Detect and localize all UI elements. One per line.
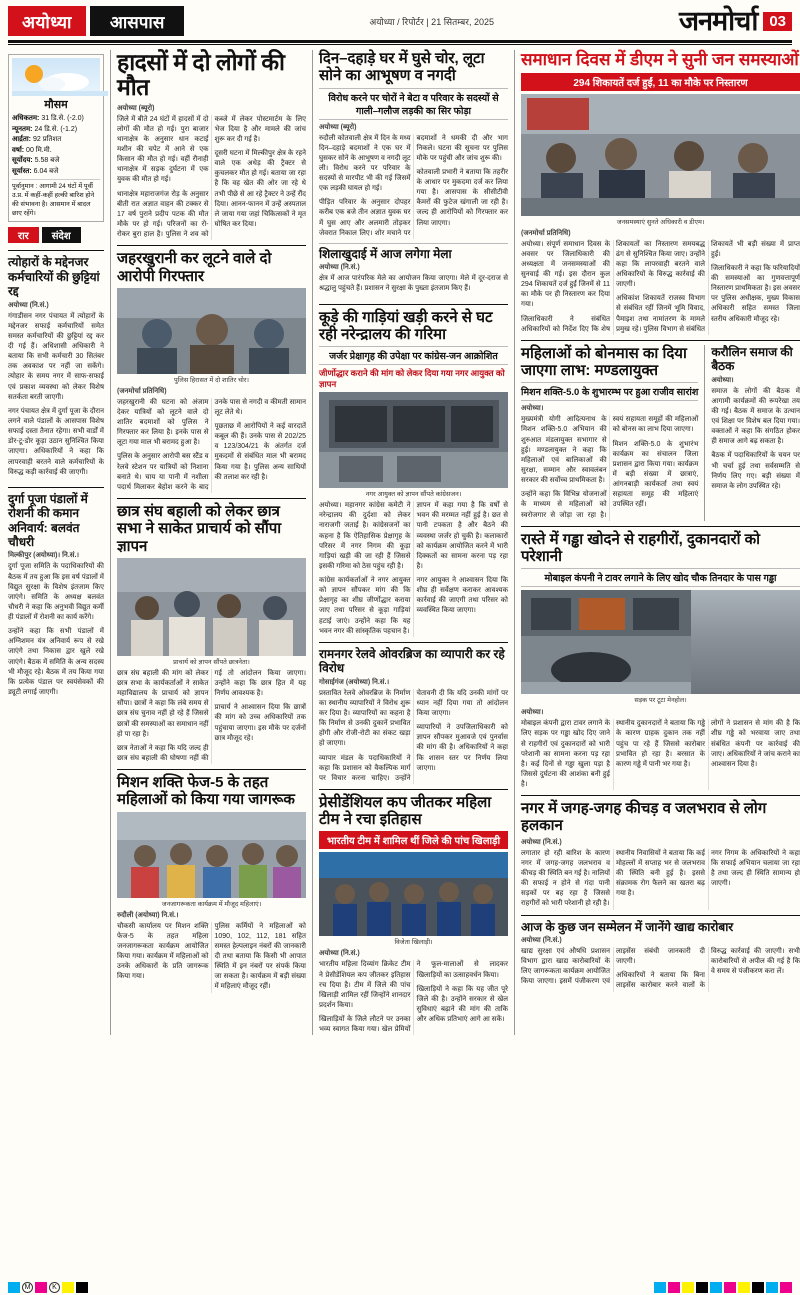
color-swatch-yellow (682, 1282, 694, 1293)
masthead (8, 6, 792, 36)
weather-row (12, 114, 100, 125)
divider (521, 795, 800, 796)
lead-headline: हादसों में दो लोगों की मौत (117, 49, 285, 101)
divider (521, 915, 800, 916)
photo-caption: पुलिस हिरासत में दो शातिर चोर। (174, 376, 249, 384)
divider (319, 789, 508, 790)
weather-row (12, 146, 100, 157)
article-byline: मिल्कीपुर (अयोध्या)। नि.सं.। (8, 552, 80, 560)
article-paragraph: अधिकांश शिकायतें राजस्व विभाग से संबंधित रहीं जिनमें भूमि विवाद, पैमाइश तथा नामांतरण के मामले प्रमुख रहे। पुलिस विभाग से संबंधित शिकायतें भी बड़ी संख्या में प्राप्त हुईं। (616, 240, 800, 333)
registration-mark-m: M (22, 1282, 33, 1293)
article-byline: अयोध्या (नि.सं.) (319, 264, 360, 272)
article-paragraph: नगर निगम के अधिकारियों ने कहा कि सफाई अभियान चलाया जा रहा है तथा जल्द ही स्थिति सामान्य हो जाएगी। (711, 849, 800, 888)
article-paragraph: क्षेत्र में आज पारंपरिक मेले का आयोजन किया जाएगा। मेले में दूर-दराज से श्रद्धालु पहुंचते हैं। प्रशासन ने सुरक्षा के पुख्ता इंतजाम किए हैं। (319, 275, 508, 293)
edition-badge-ayodhya: अयोध्या (8, 6, 86, 36)
tag-sandesh: संदेश (42, 227, 81, 243)
photo-dm-hearing-grievances (521, 94, 800, 216)
article-kicker: जीर्णोद्धार कराने की मांग को लेकर दिया गया नगर आयुक्त को ज्ञापन (319, 368, 505, 390)
article-paragraph: चौकसी कार्यालय पर मिशन शक्ति फेज-5 के तहत महिला जनजागरूकता कार्यक्रम आयोजित किया गया। कार्यक्रम में महिलाओं को उनके अधिकारों के प्रति जागरूक किया गया। (117, 922, 209, 981)
photo-caption: जनजागरूकता कार्यक्रम में मौजूद महिलाएं। (161, 900, 262, 908)
article-paragraph: जिलाधिकारी ने कहा कि फरियादियों की समस्याओं का गुणवत्तापूर्ण निस्तारण प्राथमिकता है। इस अवसर पर पुलिस अधीक्षक, मुख्य विकास अधिकारी सहित समस्त जिला स्तरीय अधिकारी मौजूद रहे। (711, 264, 800, 323)
weather-value: 6.04 बजे (33, 167, 59, 175)
weather-label: न्यूनतम: (12, 125, 33, 133)
photo-caption: प्राचार्य को ज्ञापन सौंपते छात्रनेता। (173, 658, 250, 666)
article-byline: अयोध्या। (521, 405, 544, 413)
divider (117, 498, 306, 499)
article-byline: (जनमोर्चा प्रतिनिधि) (521, 229, 571, 237)
article-daylight-robbery (319, 50, 508, 299)
column-4-split (521, 345, 800, 521)
weather-row (12, 167, 100, 178)
article-paragraph: बैठक में पदाधिकारियों के चयन पर भी चर्चा हुई तथा सर्वसम्मति से निर्णय लिए गए। बड़ी संख्या में समाज के लोग उपस्थित रहे। (711, 452, 800, 490)
photo-caption: विजेता खिलाड़ी। (394, 939, 433, 947)
article-headline: रामनगर रेलवे ओवरब्रिज का व्यापारी कर रहे विरोध (319, 646, 505, 676)
article-durga-puja-lighting (8, 492, 104, 702)
sun-cloud-icon (12, 58, 108, 96)
article-headline: छात्र संघ बहाली को लेकर छात्र सभा ने साकेत प्राचार्य को सौंपा ज्ञापन (117, 503, 282, 555)
photo-illustration (319, 852, 508, 936)
photo-illustration (117, 812, 306, 898)
article-headline: रास्ते में गड्ढा खोदने से राहगीरों, दुकानदारों को परेशानी (521, 530, 761, 565)
divider (319, 642, 508, 643)
article-body (521, 849, 800, 910)
article-body (521, 415, 698, 520)
article-paragraph: पुलिस के अनुसार आरोपी बस स्टैंड व रेलवे स्टेशन पर यात्रियों को निशाना बनाते थे। चाय या पानी में नशीला पदार्थ मिलाकर बेहोश करने के बाद उनके पास से नगदी व कीमती सामान लूट लेते थे। (117, 398, 306, 491)
photo-caption: सड़क पर टूटा मेनहोल। (634, 697, 687, 705)
article-byline: अयोध्या (नि.सं.) (521, 936, 562, 944)
column-4-left (521, 345, 698, 521)
article-student-union (117, 503, 306, 764)
article-subhead: 294 शिकायतें दर्ज हुईं, 11 का मौके पर निस्तारण (521, 73, 800, 91)
color-swatch-cyan (710, 1282, 722, 1293)
article-paragraph: पुलिस कर्मियों ने महिलाओं को 1090, 102, 112, 181 सहित समस्त हेल्पलाइन नंबरों की जानकारी दी तथा बताया कि किसी भी आपात स्थिति में इन नंबरों पर संपर्क किया जा सकता है। कार्यक्रम में बड़ी संख्या में महिलाएं मौजूद रहीं। (214, 922, 306, 991)
registration-mark-k: K (49, 1282, 60, 1293)
article-headline: महिलाओं को बोनमास का दिया जाएगा लाभ: मण्डलायुक्त (521, 344, 687, 380)
article-mission-shakti-bonus (521, 345, 698, 521)
weather-label: वर्षा: (12, 146, 25, 154)
article-paragraph: कांग्रेस कार्यकर्ताओं ने नगर आयुक्त को ज्ञापन सौंपकर मांग की कि प्रेक्षागृह का शीघ्र जीर्णोद्धार कराया जाए तथा परिसर से कूड़ा गाड़ियां हटाई जाएं। उन्होंने कहा कि यह भवन नगर की सांस्कृतिक पहचान है। (319, 577, 411, 635)
article-paragraph: थानाक्षेत्र महाराजगंज रोड़ के अनुसार बीती रात अज्ञात वाहन की टक्कर से 17 वर्ष पुराने प्रदीप पटक की मौत मौके पर हो गई। परिजनों का रो-रोकर बुरा हाल है। पुलिस ने शव को कब्जे में लेकर पोस्टमार्टम के लिए भेज दिया है और मामले की जांच शुरू कर दी गई है। (117, 115, 306, 239)
article-samadhan-diwas (521, 50, 800, 335)
divider (117, 245, 306, 246)
article-headline: जहरखुरानी कर लूटने वाले दो आरोपी गिरफ्तार (117, 250, 272, 285)
column-2 (110, 50, 306, 1035)
column-1 (8, 50, 104, 1035)
photo-police-press-conference (117, 288, 306, 374)
article-paragraph: छात्र संघ बहाली की मांग को लेकर छात्र सभा के कार्यकर्ताओं ने साकेत महाविद्यालय के प्राचार्य को ज्ञापन सौंपा। छात्रों ने कहा कि लंबे समय से छात्र संघ चुनाव नहीं हो रहे हैं जिससे छात्रों की समस्याओं का समाधान नहीं हो पा रहा है। (117, 669, 209, 738)
article-paragraph: प्रस्तावित रेलवे ओवरब्रिज के निर्माण का स्थानीय व्यापारियों ने विरोध शुरू कर दिया है। व्यापारियों का कहना है कि निर्माण से उनकी दुकानें प्रभावित होंगी और रोजी-रोटी का संकट खड़ा हो जाएगा। (319, 689, 411, 748)
article-mission-shakti-awareness (117, 774, 306, 992)
article-body (117, 398, 306, 493)
weather-value: 5.58 बजे (34, 157, 60, 164)
weather-row (12, 156, 100, 167)
article-paragraph: पीड़ित परिवार के अनुसार दोपहर करीब एक बजे तीन अज्ञात युवक घर में घुस आए और अलमारी तोड़कर जेवरात निकाल लिए। शोर मचाने पर बदमाशों ने धमकी दी और भाग निकले। घटना की सूचना पर पुलिस मौके पर पहुंची और जांच शुरू की। (319, 134, 508, 237)
print-registration-bar (8, 1281, 792, 1293)
article-headline: प्रेसीडेंशियल कप जीतकर महिला टीम ने रचा इतिहास (319, 793, 492, 829)
article-paragraph: कोतवाली प्रभारी ने बताया कि तहरीर के आधार पर मुकदमा दर्ज कर लिया गया है। आसपास के सीसीटीवी कैमरों की फुटेज खंगाली जा रही है। जल्द ही आरोपियों को गिरफ्तार कर लिया जाएगा। (416, 168, 508, 227)
weather-title: मौसम (44, 99, 68, 111)
article-headline: शिलाखुदाई में आज लगेगा मेला (319, 246, 452, 261)
article-paragraph: स्थानीय दुकानदारों ने बताया कि गड्ढे के कारण ग्राहक दुकान तक नहीं पहुंच पा रहे हैं जिससे कारोबार प्रभावित हो रहा है। बरसात के कारण गड्ढे में पानी भर गया है। (616, 720, 705, 768)
masthead-badges (8, 6, 184, 36)
weather-row (12, 135, 100, 146)
article-paragraph: दूसरी घटना में मिल्कीपुर क्षेत्र के रहने वाले एक अधेड़ की ट्रैक्टर से कुचलकर मौत हो गई। बताया जा रहा है कि वह खेत की ओर जा रहे थे तभी पीछे से आ रहे ट्रैक्टर ने उन्हें रौंद दिया। आनन-फानन में उन्हें अस्पताल ले जाया गया जहां चिकित्सकों ने मृत घोषित कर दिया। (214, 150, 306, 228)
divider (8, 487, 104, 488)
article-paragraph: लगातार हो रही बारिश के कारण नगर में जगह-जगह जलभराव व कीचड़ की स्थिति बन गई है। नालियों की सफाई न होने से गंदा पानी सड़कों पर बह रहा है जिससे राहगीरों को भारी परेशानी हो रही है। (521, 849, 610, 908)
photo-illustration (319, 392, 508, 488)
article-theft-arrest (117, 250, 306, 493)
article-byline: अयोध्या। (521, 709, 544, 717)
color-swatch-cyan (8, 1282, 20, 1293)
divider (8, 250, 104, 251)
article-auditorium-neglect (319, 309, 508, 637)
article-paragraph: छात्र नेताओं ने कहा कि यदि जल्द ही छात्र संघ बहाली की घोषणा नहीं की गई तो आंदोलन किया जाएगा। उन्होंने कहा कि छात्र हित में यह निर्णय आवश्यक है। (117, 669, 306, 762)
color-swatch-black (696, 1282, 708, 1293)
weather-label: आर्द्रता: (12, 136, 32, 143)
photo-road-dug-pit (521, 590, 800, 694)
article-byline: अयोध्या (नि.सं.) (319, 950, 360, 958)
photo-illustration (521, 94, 800, 216)
article-layout (521, 590, 800, 707)
article-paragraph: अयोध्या। संपूर्ण समाधान दिवस के अवसर पर जिलाधिकारी की अध्यक्षता में जनसमस्याओं की सुनवाई की गई। इस दौरान कुल 294 शिकायतें दर्ज हुईं जिनमें से 11 का मौके पर ही निस्तारण कर दिया गया। (521, 240, 610, 309)
color-swatch-magenta (668, 1282, 680, 1293)
column-3 (312, 50, 508, 1035)
weather-label: सूर्योदय: (12, 157, 33, 164)
article-paragraph: प्राचार्य ने आश्वासन दिया कि छात्रों की मांग को उच्च अधिकारियों तक पहुंचाया जाएगा। इस मौके पर दर्जनों छात्र मौजूद रहे। (214, 704, 306, 742)
article-body (319, 689, 508, 784)
article-paragraph: व्यापार मंडल के पदाधिकारियों ने कहा कि प्रशासन को वैकल्पिक मार्ग पर विचार करना चाहिए। उन्होंने चेतावनी दी कि यदि उनकी मांगों पर ध्यान नहीं दिया गया तो आंदोलन किया जाएगा। (319, 689, 508, 782)
article-byline: अयोध्या (ब्यूरो) (319, 123, 357, 131)
article-paragraph: गंगाडीसन नगर पंचायत में त्योहारों के मद्देनजर सफाई कर्मचारियों समेत समस्त कर्मचारियों की छुट्टियां रद्द कर दी गई हैं। अधिशासी अधिकारी ने बताया कि सभी कर्मचारी 30 सितंबर तक अवकाश पर नहीं जा सकेंगे। त्योहार के समय नगर में साफ-सफाई एवं प्रकाश व्यवस्था को लेकर विशेष सतर्कता बरती जाएगी। (8, 312, 104, 401)
divider (319, 243, 508, 244)
masthead-dateline: अयोध्या / रिपोर्टर | 21 सितम्बर, 2025 (369, 16, 495, 27)
article-body (117, 669, 306, 764)
photo-women-awareness-program (117, 812, 306, 898)
article-paragraph: दुर्गा पूजा समिति के पदाधिकारियों की बैठक में तय हुआ कि इस वर्ष पंडालों में विद्युत सुरक्षा के विशेष इंतजाम किए जाएंगे। समिति के अध्यक्ष बलवंत चौधरी ने कहा कि अनुभवी विद्युत कर्मी ही पंडालों में रोशनी का कार्य करेंगे। (8, 563, 104, 622)
article-headline: दिन–दहाड़े घर में घुसे चोर, लूटा सोने का आभूषण व नगदी (319, 50, 485, 85)
article-paragraph: खिलाड़ियों के जिले लौटने पर उनका भव्य स्वागत किया गया। खेल प्रेमियों ने फूल-मालाओं से लादकर खिलाड़ियों का उत्साहवर्धन किया। (319, 961, 508, 1034)
color-swatch-magenta (35, 1282, 47, 1293)
divider (521, 340, 800, 341)
article-byline: अयोध्या (नि.सं.) (8, 301, 49, 309)
divider (117, 769, 306, 770)
weather-forecast-note: पूर्वानुमान : आगामी 24 घंटों में पूर्वी उ.प्र. में कहीं-कहीं हल्की बारिश होने की संभावना है। आसमान में बादल छाए रहेंगे। (12, 179, 100, 218)
article-headline: कूड़े की गाड़ियां खड़ी करने से घट रही नरेन्द्रालय की गरिमा (319, 308, 493, 343)
article-byline: (जनमोर्चा प्रतिनिधि) (117, 387, 167, 395)
section-tags (8, 227, 104, 243)
article-paragraph: जिलाधिकारी ने संबंधित अधिकारियों को निर्देश दिए कि शेष शिकायतों का निस्तारण समयबद्ध ढंग से सुनिश्चित किया जाए। उन्होंने कहा कि लापरवाही बरतने वाले अधिकारियों के विरुद्ध कार्रवाई की जाएगी। (521, 240, 705, 333)
photo-illustration (117, 288, 306, 374)
article-waterlogging (521, 800, 800, 909)
article-paragraph: रुदौली कोतवाली क्षेत्र में दिन के मध्य दिन–दहाड़े बदमाशों ने एक घर में घुसकर सोने के आभूषण व नगदी लूट ली। विरोध करने पर परिवार के सदस्यों से मारपीट भी की गई जिसमें एक लड़की घायल हो गई। (319, 134, 411, 193)
article-paragraph: मुख्यमंत्री योगी आदित्यनाथ के मिशन शक्ति-5.0 अभियान की शुरुआत मंडलायुक्त सभागार से हुई। मण्डलायुक्त ने कहा कि महिलाओं एवं बालिकाओं की सुरक्षा, सम्मान और स्वावलंबन सरकार की सर्वोच्च प्राथमिकता है। (521, 416, 607, 485)
article-headline: नगर में जगह-जगह कीचड़ व जलभराव से लोग हलकान (521, 800, 767, 835)
article-subhead: जर्जर प्रेक्षागृह की उपेक्षा पर कांग्रेस-जन आक्रोशित (319, 346, 508, 365)
article-holiday-cancel (8, 255, 104, 481)
lead-body (117, 115, 306, 241)
column-4-right (704, 345, 800, 521)
weather-label: सूर्यास्त: (12, 167, 32, 175)
article-overbridge-protest (319, 647, 508, 784)
edition-badge-aaspaas: आसपास (90, 6, 184, 36)
masthead-rule-thin (8, 44, 792, 45)
divider (319, 304, 508, 305)
article-headline: दुर्गा पूजा पंडालों में रोशनी की कमान अनिवार्य: बलवंत चौधरी (8, 491, 88, 549)
article-paragraph: मोबाइल कंपनी द्वारा टावर लगाने के लिए सड़क पर गड्ढा खोद दिए जाने से राहगीरों एवं दुकानदारों को भारी परेशानी का सामना करना पड़ रहा है। कई दिनों से गड्ढा खुला पड़ा है जिससे दुर्घटना की आशंका बनी हुई है। (521, 720, 610, 789)
photo-womens-cricket-team (319, 852, 508, 936)
article-subhead: मिशन शक्ति-5.0 के शुभारम्भ पर हुआ राजीव सारांश (521, 382, 698, 401)
masthead-rule (8, 40, 792, 43)
photo-caption: जनसमस्याएं सुनते अधिकारी व डीएम। (616, 218, 705, 226)
lead-byline: अयोध्या (ब्यूरो) (117, 104, 155, 112)
article-paragraph: ज्ञापन में कहा गया है कि वर्षों से भवन की मरम्मत नहीं हुई है। छत से पानी टपकता है और बैठने की व्यवस्था जर्जर हो चुकी है। कलाकारों को कार्यक्रम आयोजित करने में भारी दिक्कतों का सामना करना पड़ रहा है। (416, 502, 508, 570)
color-swatch-yellow (62, 1282, 74, 1293)
weather-value: 31 डि.से. (-2.0) (41, 115, 84, 122)
article-body (521, 719, 800, 790)
article-paragraph: अयोध्या। महानगर कांग्रेस कमेटी ने नरेन्द्रालय की दुर्दशा को लेकर नाराजगी जताई है। कांग्रेसजनों का कहना है कि ऐतिहासिक प्रेक्षागृह के परिसर में नगर निगम की कूड़ा गाड़ियां खड़ी की जा रही हैं जिससे इसकी गरिमा को ठेस पहुंच रही है। (319, 502, 411, 570)
photo-illustration (521, 590, 691, 694)
article-paragraph: अधिकारियों ने बताया कि बिना लाइसेंस कारोबार करने वालों के विरुद्ध कार्रवाई की जाएगी। सभी कारोबारियों से अपील की गई है कि वे समय से पंजीकरण करा लें। (616, 947, 800, 990)
article-body (319, 960, 508, 1035)
article-headline: आज के कुछ जन सम्मेलन में जानेंगे खाद्य कारोबार (521, 919, 734, 934)
article-paragraph: उन्होंने कहा कि विभिन्न योजनाओं के माध्यम से महिलाओं को स्वरोजगार से जोड़ा जा रहा है। स्वयं सहायता समूहों की महिलाओं को बोनस का लाभ दिया जाएगा। (521, 416, 699, 519)
article-paragraph: जिले में बीते 24 घंटों में हादसों में दो लोगों की मौत हो गई। पुरा बाजार थानाक्षेत्र के अनुसार धान कटाई मशीन की चपेट में आने से एक किसान की मौत हो गई। वहीं रौनाही थानाक्षेत्र में सड़क दुर्घटना में एक युवक की मौत हो गई। (117, 115, 209, 184)
article-paragraph: भारतीय महिला दिव्यांग क्रिकेट टीम ने प्रेसीडेंशियल कप जीतकर इतिहास रच दिया है। टीम में जिले की पांच खिलाड़ी शामिल रहीं जिन्होंने शानदार प्रदर्शन किया। (319, 961, 411, 1010)
page-number-badge: 03 (763, 12, 792, 31)
article-body (521, 947, 800, 992)
color-swatch-black (752, 1282, 764, 1293)
color-swatch-yellow (738, 1282, 750, 1293)
article-paragraph: पूछताछ में आरोपियों ने कई वारदातें कबूल की हैं। उनके पास से 202/25 व 123/304/21 के अंतर्गत दर्ज मुकदमों से संबंधित माल भी बरामद किया गया है। पुलिस अन्य साथियों की तलाश कर रही है। (214, 423, 306, 481)
article-headline: मिशन शक्ति फेज-5 के तहत महिलाओं को किया गया जागरूक (117, 774, 295, 809)
weather-value: 00 मि.मी. (26, 146, 52, 154)
article-headline: समाधान दिवस में डीएम ने सुनी जन समस्याओं (521, 50, 799, 69)
weather-label: अधिकतम: (12, 115, 40, 122)
article-womens-cricket-win (319, 794, 508, 1035)
article-body (117, 922, 306, 993)
color-swatch-black (76, 1282, 88, 1293)
masthead-logo-area (679, 6, 792, 36)
article-body (319, 134, 508, 239)
article-paragraph: स्थानीय निवासियों ने बताया कि कई मोहल्लों में सप्ताह भर से जलभराव की स्थिति बनी हुई है। इससे संक्रामक रोग फैलने का खतरा बढ़ गया है। (616, 849, 705, 898)
article-headline: त्योहारों के मद्देनजर कर्मचारियों की छुट्टियां रद्द (8, 255, 100, 299)
article-paragraph: मिशन शक्ति-5.0 के शुभारंभ कार्यक्रम का संचालन जिला प्रशासन द्वारा किया गया। कार्यक्रम में बड़ी संख्या में छात्राएं, आंगनबाड़ी कार्यकर्ता तथा स्वयं सहायता समूह की महिलाएं उपस्थित रहीं। (612, 440, 699, 509)
article-byline: अयोध्या (नि.सं.) (521, 838, 562, 846)
article-headline: करौलिन समाज की बैठक (711, 344, 793, 374)
article-food-business-meet (521, 920, 800, 992)
article-photo-wrap (521, 590, 800, 707)
article-paragraph: जहरखुरानी की घटना को अंजाम देकर यात्रियों को लूटने वाले दो शातिर बदमाशों को पुलिस ने गिरफ्तार कर लिया है। इनके पास से लूटा गया माल भी बरामद हुआ है। (117, 398, 209, 447)
photo-illustration (117, 558, 306, 656)
article-subhead: विरोध करने पर चोरों ने बेटा व परिवार के सदस्यों से गाली–गलौज लड़की का सिर फोड़ा (319, 88, 508, 120)
weather-row (12, 125, 100, 136)
article-road-pit (521, 531, 800, 790)
article-byline: अयोध्या। (711, 376, 734, 384)
article-byline: रुदौली (अयोध्या) नि.सं.। (117, 911, 179, 919)
article-subhead: मोबाइल कंपनी ने टावर लगाने के लिए खोद चौक तिनदार के पास गड्ढा (521, 568, 800, 587)
article-byline: गोसाईगंज (अयोध्या) नि.सं.। (319, 678, 390, 686)
tag-raar: रार (8, 227, 39, 243)
newspaper-logo: जनमोर्चा (679, 5, 758, 36)
weather-value: 92 प्रतिशत (32, 136, 62, 143)
article-paragraph: नगर आयुक्त ने आश्वासन दिया कि शीघ्र ही सर्वेक्षण कराकर आवश्यक कार्रवाई की जाएगी तथा परिसर को व्यवस्थित किया जाएगा। (416, 577, 508, 615)
article-body (319, 501, 508, 637)
color-swatch-magenta (724, 1282, 736, 1293)
article-paragraph: खाद्य सुरक्षा एवं औषधि प्रशासन विभाग द्वारा खाद्य कारोबारियों के लिए जागरूकता कार्यक्रम आयोजित किया जाएगा। इसमें पंजीकरण एवं लाइसेंस संबंधी जानकारी दी जाएगी। (521, 947, 705, 986)
divider (521, 526, 800, 527)
color-swatch-magenta (780, 1282, 792, 1293)
article-body (521, 240, 800, 335)
weather-value: 24 डि.से. (-1.2) (34, 125, 78, 133)
photo-caption: नगर आयुक्त को ज्ञापन सौंपते कांग्रेसजन। (365, 491, 462, 499)
page-grid (8, 49, 800, 1035)
article-subhead: भारतीय टीम में शामिल थीं जिले की पांच खिलाड़ी (319, 831, 508, 849)
weather-illustration (12, 58, 100, 96)
article-paragraph: लोगों ने प्रशासन से मांग की है कि शीघ्र गड्ढे को भरवाया जाए तथा संबंधित कंपनी पर कार्रवाई की जाए। अधिकारियों ने जांच कराने का आश्वासन दिया है। (711, 720, 800, 768)
article-paragraph: खिलाड़ियों ने कहा कि यह जीत पूरे जिले की है। उन्होंने सरकार से खेल सुविधाएं बढ़ाने की मांग की ताकि और अधिक प्रतिभाएं आगे आ सकें। (416, 985, 508, 1024)
article-paragraph: व्यापारियों ने उपजिलाधिकारी को ज्ञापन सौंपकर मुआवजे एवं पुनर्वास की मांग की है। अधिकारियों ने कहा कि शासन स्तर पर निर्णय लिया जाएगा। (416, 724, 508, 772)
article-paragraph: उन्होंने कहा कि सभी पंडालों में अग्निशमन यंत्र अनिवार्य रूप से रखे जाएंगे तथा निकास द्वार खुले रखे जाएंगे। बैठक में समिति के अन्य सदस्य भी मौजूद रहे। बैठक में तय किया गया कि प्रत्येक पंडाल पर स्वयंसेवकों की ड्यूटी लगाई जाएगी। (8, 628, 104, 697)
article-karaulin-meeting (711, 345, 800, 492)
column-4 (514, 50, 800, 1035)
photo-memorandum-handover (117, 558, 306, 656)
color-swatch-cyan (654, 1282, 666, 1293)
article-paragraph: समाज के लोगों की बैठक में आगामी कार्यक्रमों की रूपरेखा तय की गई। बैठक में समाज के उत्थान एवं शिक्षा पर विशेष बल दिया गया। वक्ताओं ने कहा कि संगठित होकर ही समाज आगे बढ़ सकता है। (711, 387, 800, 446)
weather-widget (8, 50, 104, 222)
article-lead-two-deaths (117, 50, 306, 240)
photo-auditorium-interior (319, 392, 508, 488)
article-paragraph: नगर पंचायत क्षेत्र में दुर्गा पूजा के दौरान लगने वाले पंडालों के आसपास विशेष सफाई दस्ता तैनात रहेगा। सभी वार्डों में डोर-टू-डोर कूड़ा उठान सुनिश्चित किया जाएगा। अधिकारियों ने कहा कि लापरवाही बरतने वाले कर्मचारियों के विरुद्ध कड़ी कार्रवाई की जाएगी। (8, 407, 104, 476)
color-swatch-cyan (766, 1282, 778, 1293)
